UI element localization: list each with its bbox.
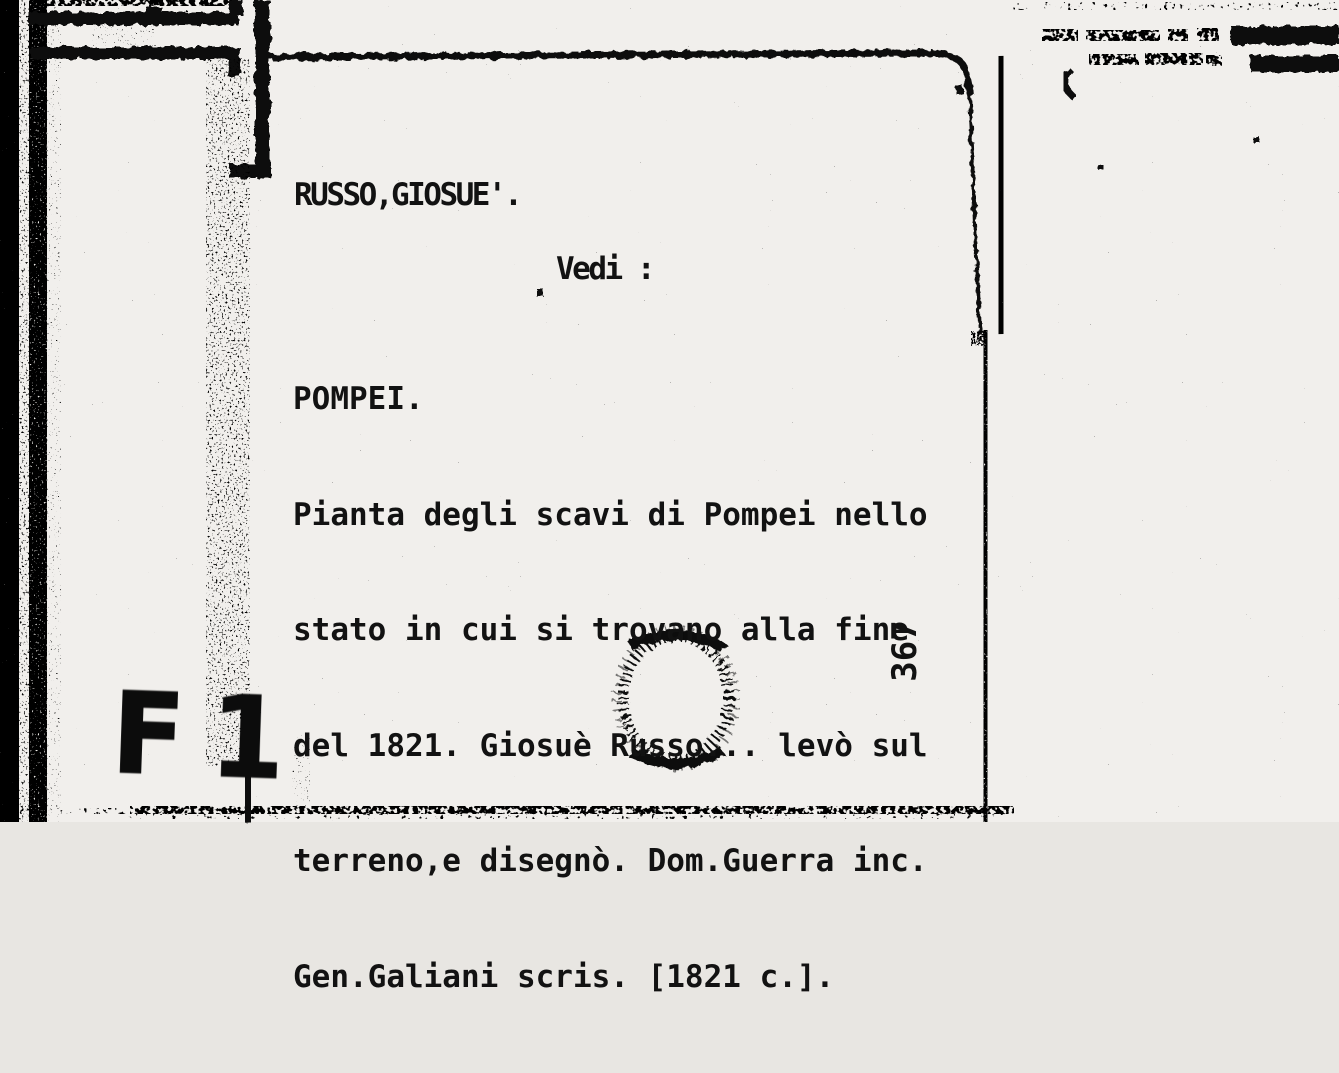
- description-line: Gen.Galiani scris. [1821 c.].: [293, 958, 835, 995]
- card-heading: RUSSO,GIOSUE'.: [294, 177, 521, 213]
- see-reference-label: Vedi :: [556, 251, 653, 287]
- description-line: stato in cui si trovano alla fine: [293, 612, 909, 648]
- subject-heading: POMPEI.: [293, 381, 424, 417]
- catalog-number: 367: [885, 620, 925, 682]
- description-line: Pianta degli scavi di Pompei nello: [293, 496, 928, 533]
- card-description: [293, 303, 928, 1073]
- handwritten-mark: F 1: [109, 669, 281, 805]
- description-line: terreno,e disegnò. Dom.Guerra inc.: [293, 843, 928, 879]
- description-line: del 1821. Giosuè Russo... levò sul: [293, 727, 928, 764]
